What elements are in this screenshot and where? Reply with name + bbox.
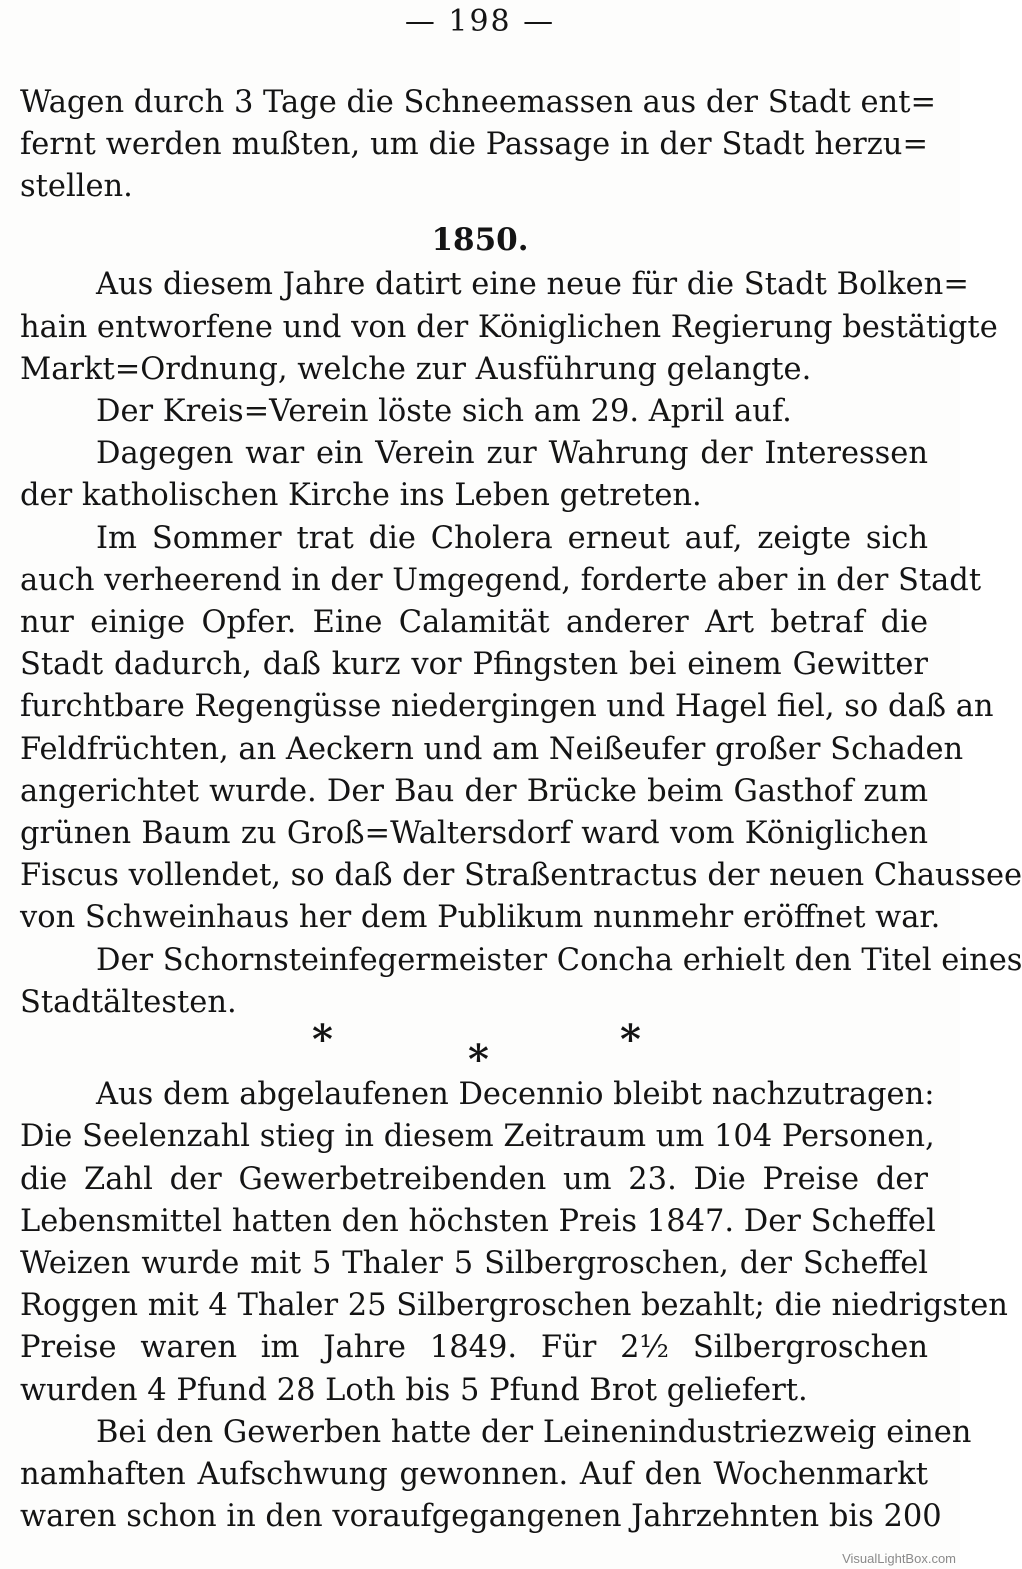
separator-asterisk: * (620, 1016, 641, 1063)
text-line: Die Seelenzahl stieg in diesem Zeitraum um 104 Personen, (20, 1119, 935, 1154)
year-heading: 1850. (431, 222, 529, 258)
text-line: der katholischen Kirche ins Leben getreten. (20, 478, 702, 513)
text-line: Der Schornsteinfegermeister Concha erhielt den Titel eines (96, 943, 1022, 978)
text-line: Weizen wurde mit 5 Thaler 5 Silbergroschen, der Scheffel (20, 1246, 928, 1281)
text-line: Bei den Gewerben hatte der Leinenindustriezweig einen (96, 1415, 972, 1450)
text-line: Stadtältesten. (20, 985, 237, 1020)
text-line: Stadt dadurch, daß kurz vor Pfingsten bei einem Gewitter (20, 647, 928, 682)
text-line: die Zahl der Gewerbetreibenden um 23. Die Preise der (20, 1162, 928, 1197)
text-line: Aus dem abgelaufenen Decennio bleibt nachzutragen: (96, 1077, 935, 1112)
text-line: Aus diesem Jahre datirt eine neue für die Stadt Bolken= (96, 267, 969, 302)
text-line: nur einige Opfer. Eine Calamität anderer Art betraf die (20, 605, 928, 640)
text-line: namhaften Aufschwung gewonnen. Auf den Wochenmarkt (20, 1457, 928, 1492)
text-line: auch verheerend in der Umgegend, forderte aber in der Stadt (20, 563, 982, 598)
text-line: Im Sommer trat die Cholera erneut auf, zeigte sich (96, 521, 928, 556)
text-line: Dagegen war ein Verein zur Wahrung der Interessen (96, 436, 928, 471)
text-line: stellen. (20, 169, 133, 204)
text-line: Preise waren im Jahre 1849. Für 2½ Silbergroschen (20, 1330, 928, 1365)
text-line: grünen Baum zu Groß=Waltersdorf ward vom Königlichen (20, 816, 928, 851)
text-line: Fiscus vollendet, so daß der Straßentractus der neuen Chaussee (20, 858, 1022, 893)
text-line: von Schweinhaus her dem Publikum nunmehr eröffnet war. (20, 900, 941, 935)
text-line: fernt werden mußten, um die Passage in der Stadt herzu= (20, 127, 928, 162)
separator-asterisk: * (312, 1016, 333, 1063)
text-line: angerichtet wurde. Der Bau der Brücke beim Gasthof zum (20, 774, 928, 809)
text-line: hain entworfene und von der Königlichen Regierung bestätigte (20, 310, 998, 345)
text-line: Lebensmittel hatten den höchsten Preis 1847. Der Scheffel (20, 1204, 936, 1239)
text-line: furchtbare Regengüsse niedergingen und Hagel fiel, so daß an (20, 689, 994, 724)
text-line: Roggen mit 4 Thaler 25 Silbergroschen bezahlt; die niedrigsten (20, 1288, 1008, 1323)
text-line: wurden 4 Pfund 28 Loth bis 5 Pfund Brot geliefert. (20, 1373, 808, 1408)
text-line: Feldfrüchten, an Aeckern und am Neißeufer großer Schaden (20, 732, 964, 767)
text-line: Wagen durch 3 Tage die Schneemassen aus der Stadt ent= (20, 85, 937, 120)
separator-asterisk: * (468, 1036, 489, 1083)
text-line: Der Kreis=Verein löste sich am 29. April auf. (96, 394, 792, 429)
text-line: Markt=Ordnung, welche zur Ausführung gelangte. (20, 352, 812, 387)
text-line: waren schon in den voraufgegangenen Jahrzehnten bis 200 (20, 1499, 942, 1534)
watermark: VisualLightBox.com (842, 1551, 956, 1566)
page-number: — 198 — (404, 4, 556, 39)
